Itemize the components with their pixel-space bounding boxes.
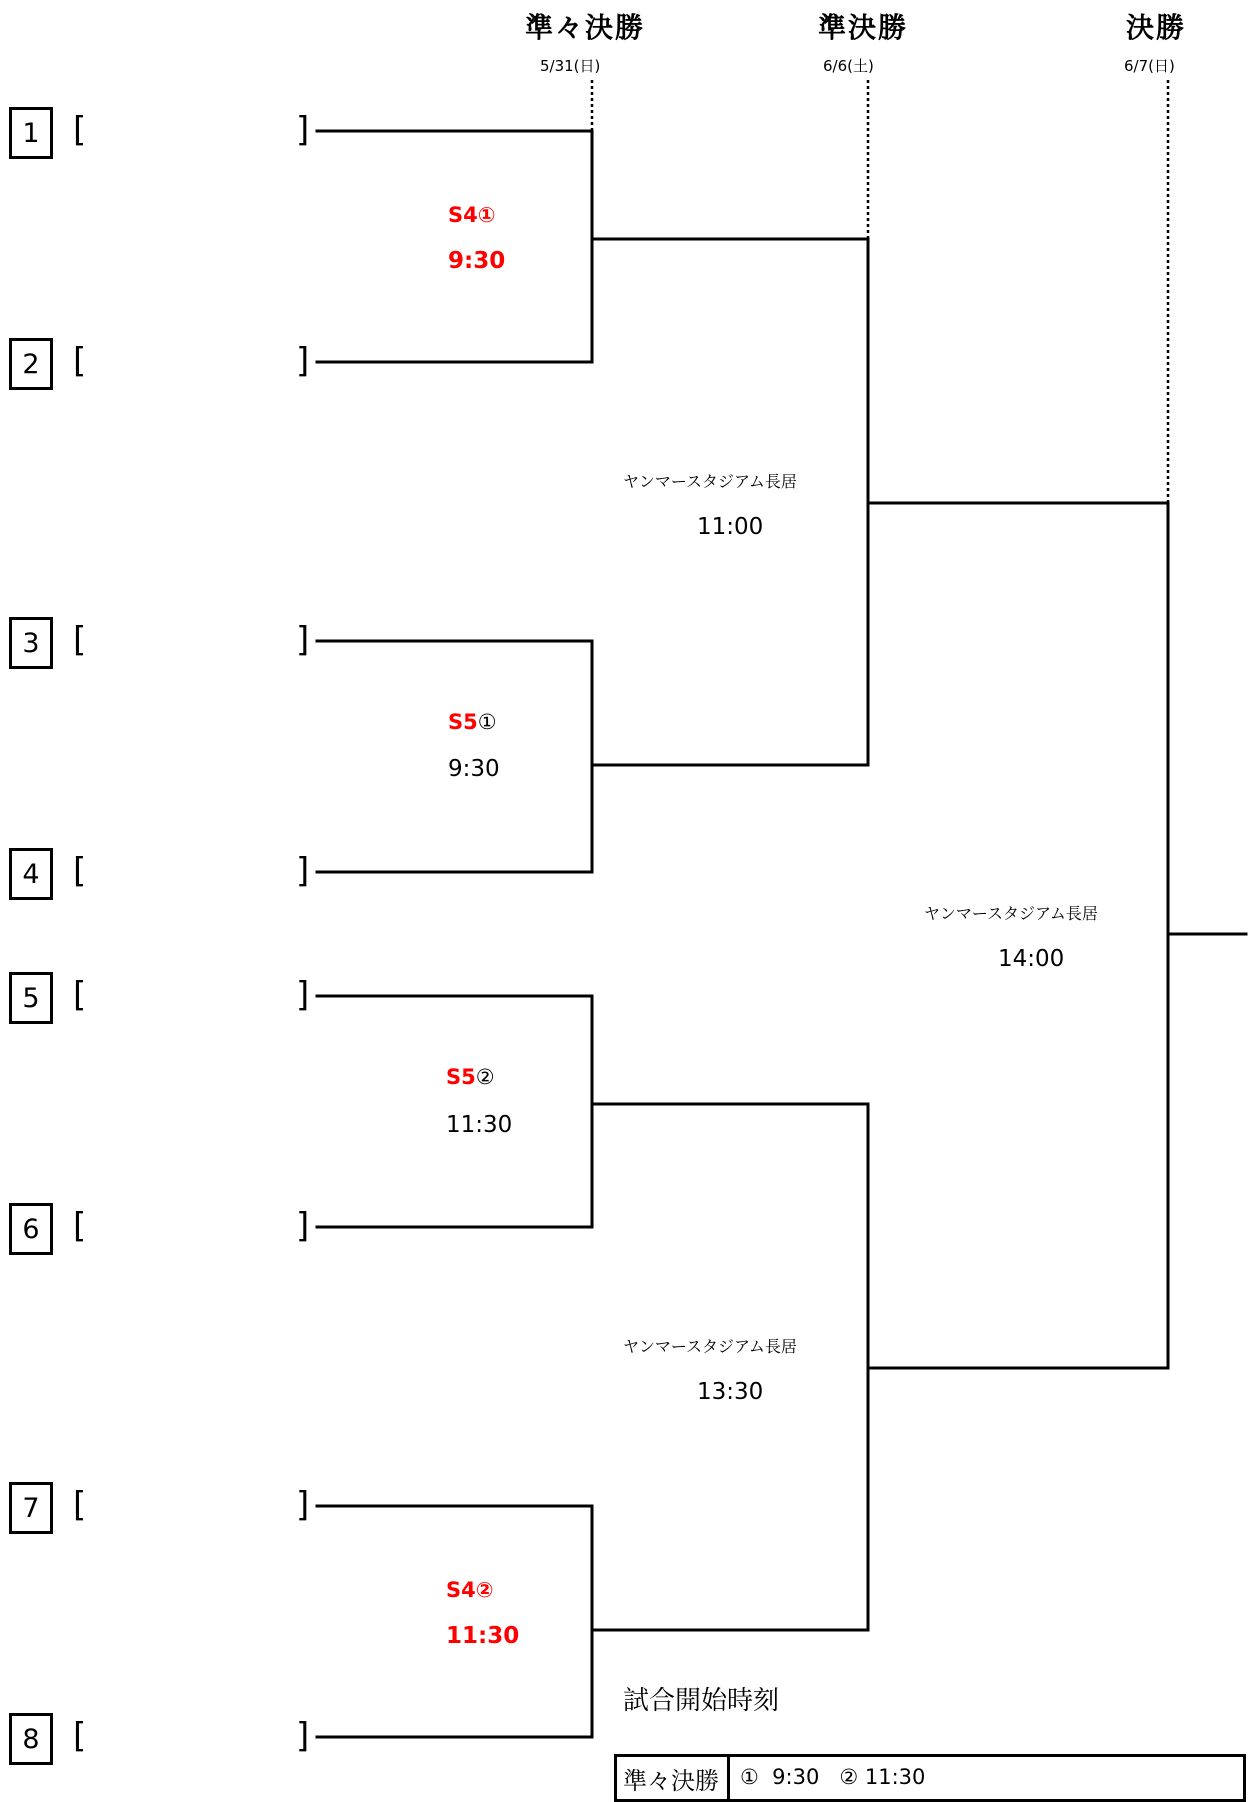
legend-row-label: 準々決勝 — [617, 1757, 730, 1799]
team-slot-open-7: [ — [73, 1485, 87, 1525]
seed-number-4: 4 — [9, 848, 53, 900]
qf2-court-label — [448, 710, 497, 734]
legend-title: 試合開始時刻 — [623, 1686, 780, 1716]
qf1-court-code: S4 — [448, 203, 478, 227]
qf2-match-number: ① — [477, 710, 497, 734]
qf3-court-code: S5 — [446, 1065, 476, 1089]
team-slot-open-1: [ — [73, 110, 87, 150]
team-slot-open-4: [ — [73, 851, 87, 891]
team-slot-open-5: [ — [73, 975, 87, 1015]
final-venue: ヤンマースタジアム長居 — [924, 904, 1098, 923]
round-date-semifinal: 6/6(土) — [823, 57, 874, 75]
seed-number-2: 2 — [9, 338, 53, 390]
seed-number-5: 5 — [9, 972, 53, 1024]
qf1-court-label — [448, 203, 496, 227]
qf4-connector — [317, 1506, 592, 1737]
round-title-quarterfinal: 準々決勝 — [525, 11, 646, 44]
legend-table — [614, 1754, 1246, 1802]
seed-number-8: 8 — [9, 1713, 53, 1765]
round-date-quarterfinal: 5/31(日) — [540, 57, 601, 75]
seed-number-3: 3 — [9, 617, 53, 669]
qf4-court-label — [446, 1578, 494, 1602]
team-slot-close-6: ] — [296, 1206, 310, 1246]
team-slot-close-5: ] — [296, 975, 310, 1015]
sf2-venue: ヤンマースタジアム長居 — [623, 1337, 797, 1356]
round-date-final: 6/7(日) — [1124, 57, 1175, 75]
final-start-time: 14:00 — [998, 946, 1065, 972]
qf4-start-time: 11:30 — [446, 1623, 520, 1649]
sf1-venue: ヤンマースタジアム長居 — [623, 472, 797, 491]
team-slot-close-1: ] — [296, 110, 310, 150]
qf3-court-label — [446, 1065, 495, 1089]
qf4-match-number: ② — [475, 1578, 494, 1602]
round-title-final: 決勝 — [1126, 11, 1187, 44]
qf2-court-code: S5 — [448, 710, 478, 734]
qf3-start-time: 11:30 — [446, 1112, 513, 1138]
team-slot-open-2: [ — [73, 341, 87, 381]
seed-number-7: 7 — [9, 1482, 53, 1534]
legend-row-value: ① 9:30 ② 11:30 — [740, 1765, 926, 1789]
qf4-court-code: S4 — [446, 1578, 476, 1602]
qf1-start-time: 9:30 — [448, 248, 506, 274]
qf3-match-number: ② — [475, 1065, 495, 1089]
team-slot-open-6: [ — [73, 1206, 87, 1246]
team-slot-close-2: ] — [296, 341, 310, 381]
qf1-connector — [317, 131, 592, 362]
team-slot-close-4: ] — [296, 851, 310, 891]
team-slot-close-8: ] — [296, 1716, 310, 1756]
sf1-start-time: 11:00 — [697, 514, 764, 540]
qf1-match-number: ① — [477, 203, 496, 227]
team-slot-open-3: [ — [73, 620, 87, 660]
seed-number-6: 6 — [9, 1203, 53, 1255]
team-slot-close-7: ] — [296, 1485, 310, 1525]
team-slot-close-3: ] — [296, 620, 310, 660]
seed-number-1: 1 — [9, 107, 53, 159]
round-title-semifinal: 準決勝 — [818, 11, 909, 44]
team-slot-open-8: [ — [73, 1716, 87, 1756]
sf2-start-time: 13:30 — [697, 1379, 764, 1405]
qf2-start-time: 9:30 — [448, 756, 500, 782]
